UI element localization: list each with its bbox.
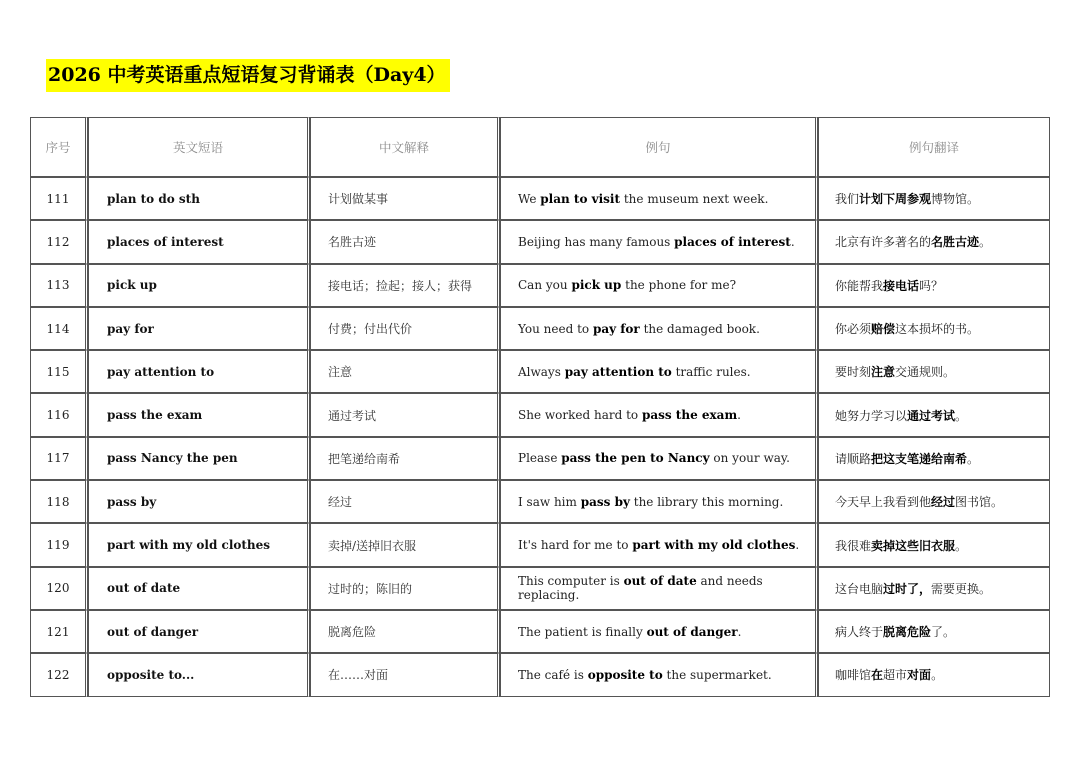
row-example: Beijing has many famous places of interest. [500, 220, 818, 263]
row-number: 115 [30, 350, 88, 393]
row-phrase: pass Nancy the pen [88, 437, 310, 480]
row-example: Always pay attention to traffic rules. [500, 350, 818, 393]
table-row [30, 350, 1050, 393]
row-meaning: 经过 [310, 480, 500, 523]
row-translation: 请顺路把这支笔递给南希。 [818, 437, 1050, 480]
header-phrase: 英文短语 [88, 117, 310, 177]
row-example: The patient is finally out of danger. [500, 610, 818, 653]
table-row [30, 393, 1050, 436]
row-phrase: out of danger [88, 610, 310, 653]
row-number: 112 [30, 220, 88, 263]
row-number: 114 [30, 307, 88, 350]
table-row [30, 307, 1050, 350]
row-translation: 今天早上我看到他经过图书馆。 [818, 480, 1050, 523]
table-row [30, 437, 1050, 480]
row-number: 122 [30, 653, 88, 696]
row-phrase: plan to do sth [88, 177, 310, 220]
row-translation: 你能帮我接电话吗？ [818, 264, 1050, 307]
row-phrase: pick up [88, 264, 310, 307]
row-translation: 这台电脑过时了，需要更换。 [818, 567, 1050, 610]
row-phrase: pay for [88, 307, 310, 350]
row-number: 113 [30, 264, 88, 307]
row-meaning: 计划做某事 [310, 177, 500, 220]
row-meaning: 把笔递给南希 [310, 437, 500, 480]
row-phrase: places of interest [88, 220, 310, 263]
row-example: I saw him pass by the library this morning. [500, 480, 818, 523]
row-example: She worked hard to pass the exam. [500, 393, 818, 436]
row-meaning: 名胜古迹 [310, 220, 500, 263]
row-phrase: out of date [88, 567, 310, 610]
row-phrase: opposite to... [88, 653, 310, 696]
row-translation: 要时刻注意交通规则。 [818, 350, 1050, 393]
header-meaning: 中文解释 [310, 117, 500, 177]
table-row [30, 480, 1050, 523]
row-number: 117 [30, 437, 88, 480]
row-translation: 咖啡馆在超市对面。 [818, 653, 1050, 696]
row-translation: 她努力学习以通过考试。 [818, 393, 1050, 436]
row-phrase: pass by [88, 480, 310, 523]
header-no: 序号 [30, 117, 88, 177]
row-translation: 你必须赔偿这本损坏的书。 [818, 307, 1050, 350]
row-number: 119 [30, 523, 88, 566]
row-meaning: 在……对面 [310, 653, 500, 696]
row-example: It's hard for me to part with my old clothes. [500, 523, 818, 566]
page-title: 2026 中考英语重点短语复习背诵表（Day4） [46, 59, 450, 92]
row-number: 111 [30, 177, 88, 220]
row-example: This computer is out of date and needs replacing. [500, 567, 818, 610]
row-phrase: part with my old clothes [88, 523, 310, 566]
row-phrase: pay attention to [88, 350, 310, 393]
row-example: You need to pay for the damaged book. [500, 307, 818, 350]
row-number: 121 [30, 610, 88, 653]
table-header-row [30, 117, 1050, 177]
row-translation: 我很难卖掉这些旧衣服。 [818, 523, 1050, 566]
row-meaning: 脱离危险 [310, 610, 500, 653]
row-meaning: 注意 [310, 350, 500, 393]
phrase-table [30, 117, 1050, 697]
header-example: 例句 [500, 117, 818, 177]
table-row [30, 567, 1050, 610]
row-meaning: 卖掉/送掉旧衣服 [310, 523, 500, 566]
row-number: 116 [30, 393, 88, 436]
row-phrase: pass the exam [88, 393, 310, 436]
row-meaning: 接电话；捡起；接人；获得 [310, 264, 500, 307]
row-number: 118 [30, 480, 88, 523]
row-example: The café is opposite to the supermarket. [500, 653, 818, 696]
table-row [30, 610, 1050, 653]
row-example: We plan to visit the museum next week. [500, 177, 818, 220]
row-translation: 北京有许多著名的名胜古迹。 [818, 220, 1050, 263]
row-meaning: 付费；付出代价 [310, 307, 500, 350]
row-meaning: 过时的；陈旧的 [310, 567, 500, 610]
table-row [30, 177, 1050, 220]
table-row [30, 264, 1050, 307]
row-example: Please pass the pen to Nancy on your way. [500, 437, 818, 480]
header-translation: 例句翻译 [818, 117, 1050, 177]
row-meaning: 通过考试 [310, 393, 500, 436]
table-row [30, 653, 1050, 696]
row-number: 120 [30, 567, 88, 610]
table-body [30, 177, 1050, 697]
row-example: Can you pick up the phone for me? [500, 264, 818, 307]
table-row [30, 220, 1050, 263]
row-translation: 病人终于脱离危险了。 [818, 610, 1050, 653]
row-translation: 我们计划下周参观博物馆。 [818, 177, 1050, 220]
table-row [30, 523, 1050, 566]
